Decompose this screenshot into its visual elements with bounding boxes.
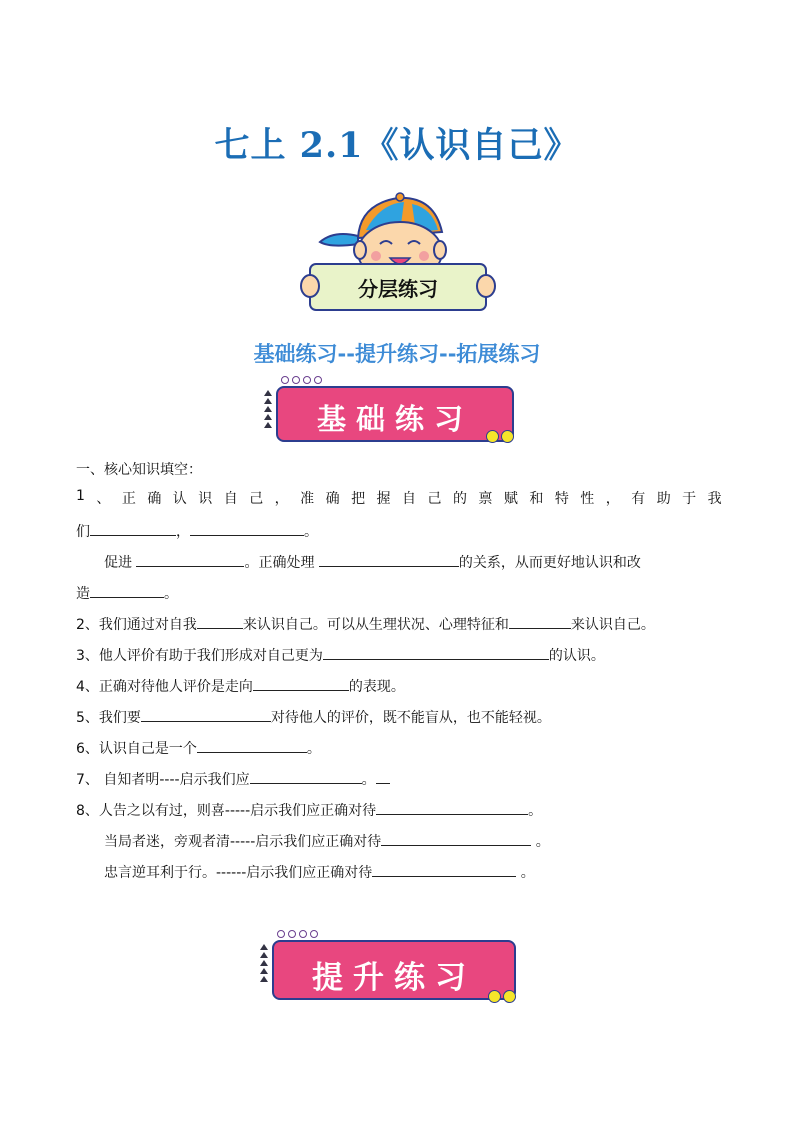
q1-char: 于 [682,491,697,507]
q1-char: 、 [96,491,111,507]
q1-char: ， [274,491,289,507]
q1-char: 把 [351,491,366,507]
q1-char: 正 [121,491,136,507]
q1-char: ， [605,491,620,507]
q1-char: 1 [76,488,85,504]
q1-char: 自 [402,491,417,507]
question-6: 6、认识自己是一个 。 [76,737,321,758]
q1-line1 [76,488,722,508]
badge-dots [281,376,322,384]
q1-char: 准 [300,491,315,507]
badge-dot-yellow [503,990,516,1003]
q1-char: 确 [325,491,340,507]
badge-triangles [260,944,270,984]
question-4: 4、正确对待他人评价是走向 的表现。 [76,675,405,696]
badge-dot-yellow [486,430,499,443]
badge-triangles [264,390,274,430]
q1-char: 认 [172,491,187,507]
badge-label: 基础练习 [316,402,473,436]
q1-line4: 造 。 [76,582,178,603]
badge-box [272,940,516,1000]
q1-char: 己 [427,491,442,507]
mascot-sign-label: 分层练习 [358,277,438,301]
q1-char: 赋 [503,491,518,507]
q1-char: 的 [452,491,467,507]
q1-line3: 促进 。正确处理 的关系，从而更好地认识和改 [104,551,641,572]
badge-dot-yellow [488,990,501,1003]
q1-char: 自 [223,491,238,507]
section-heading: 一、核心知识填空： [76,462,202,478]
question-3: 3、他人评价有助于我们形成对自己更为 的认识。 [76,644,605,665]
q1-char: 有 [631,491,646,507]
q1-char: 和 [529,491,544,507]
question-2: 2、我们通过对自我 来认识自己。可以从生理状况、心理特征和 来认识自己。 [76,613,655,634]
q1-char: 识 [198,491,213,507]
q1-char: 禀 [478,491,493,507]
badge-advanced-practice [260,930,522,1010]
q1-char: 我 [707,491,722,507]
q1-char: 己 [249,491,264,507]
q1-char: 握 [376,491,391,507]
question-8-part2: 当局者迷，旁观者清-----启示我们应正确对待 。 [104,830,550,851]
badge-basic-practice [264,376,520,448]
badge-label: 提升练习 [312,960,476,996]
badge-dots [277,930,318,938]
q1-char: 确 [147,491,162,507]
q1-line2: 们 ， 。 [76,520,318,541]
question-5: 5、我们要 对待他人的评价，既不能盲从，也不能轻视。 [76,706,551,727]
badge-dot-yellow [501,430,514,443]
question-7: 7、 自知者明----启示我们应 。 [76,768,390,789]
page-subtitle: 基础练习--提升练习--拓展练习 [253,342,541,366]
q1-char: 特 [554,491,569,507]
question-8: 8、人告之以有过，则喜-----启示我们应正确对待 。 [76,799,542,820]
question-8-part3: 忠言逆耳利于行。------启示我们应正确对待 。 [104,861,535,882]
q1-char: 助 [656,491,671,507]
q1-char: 性 [580,491,595,507]
mascot-illustration [300,186,496,314]
page-title: 七上 2.1《认识自己》 [214,125,580,166]
badge-box [276,386,514,442]
